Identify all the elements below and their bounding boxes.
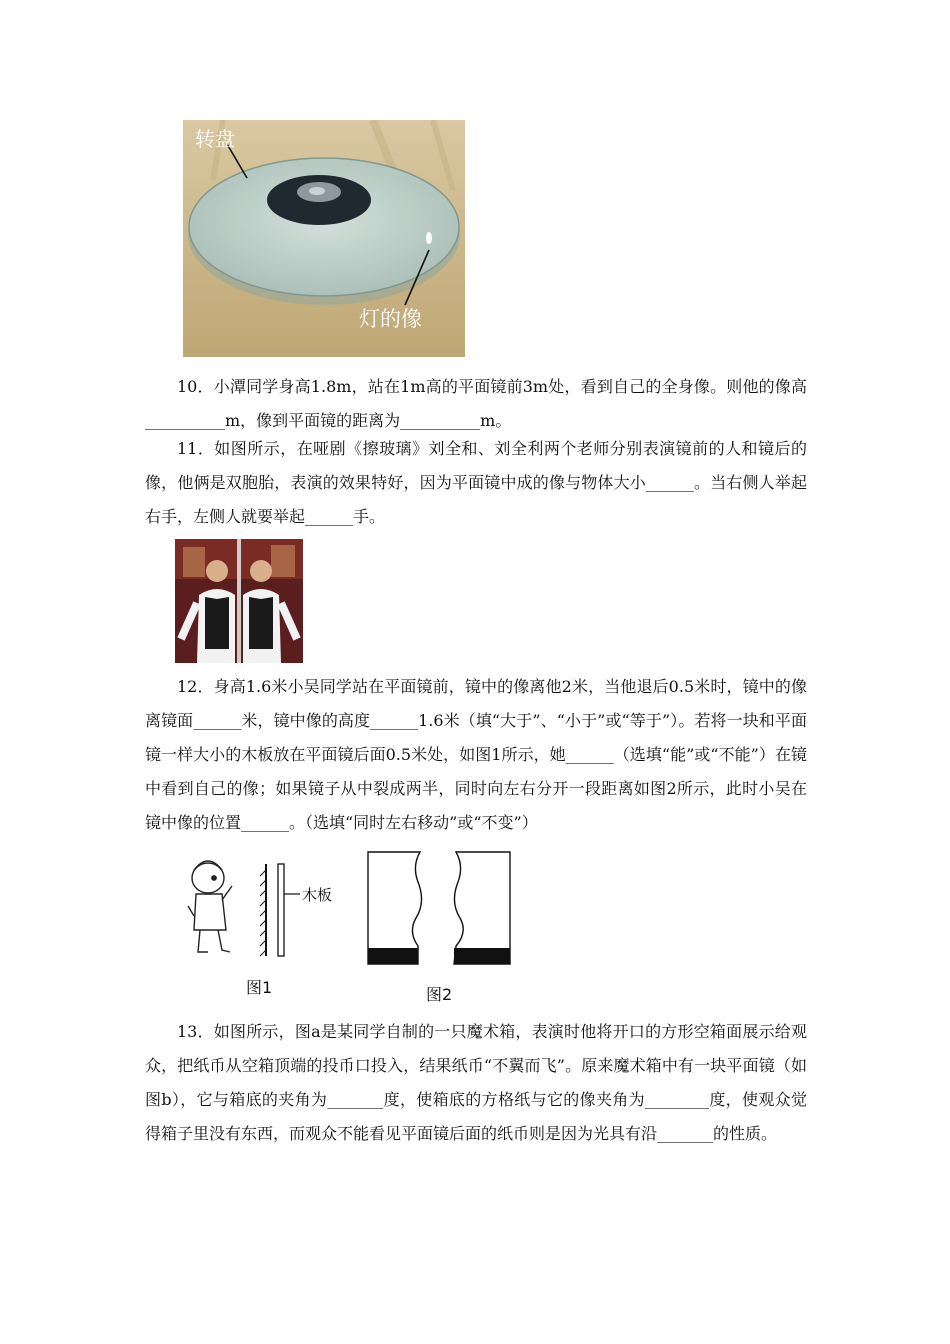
plane-mirror <box>260 864 266 956</box>
mime-photo <box>175 539 303 663</box>
left-person-head <box>206 560 228 582</box>
right-person-head <box>250 560 272 582</box>
caption-fig1: 图1 <box>246 978 273 997</box>
mime-illustration <box>175 539 303 663</box>
question-13: 13．如图所示，图a是某同学自制的一只魔术箱，表演时他将开口的方形空箱面展示给观众，把纸币从空箱顶端的投币口投入，结果纸币“不翼而飞”。原来魔术箱中有一块平面镜（如图b），它与箱底的夹角为_______度，使箱底的方格纸与它的像夹角为________度，使观众觉得箱子里没有东西，而观众不能看见平面镜后面的纸币则是因为光具有沿_______的性质。 <box>145 1022 807 1143</box>
turntable-photo <box>183 120 465 357</box>
glass-divider <box>237 539 241 663</box>
mirror-left-base <box>368 948 418 964</box>
wooden-board <box>278 864 284 956</box>
mirror-left-half <box>368 852 422 964</box>
label-turntable: 转盘 <box>195 127 235 151</box>
mirror-right-base <box>454 948 510 964</box>
question-12: 12．身高1.6米小吴同学站在平面镜前，镜中的像离他2米，当他退后0.5米时，镜中的像离镜面______米，镜中像的高度______1.6米（填“大于”、“小于”或“等于”）。若将一块和平面镜一样大小的木板放在平面镜后面0.5米处，如图1所示，她______（选填“能”或“不能”）在镜中看到自己的像；如果镜子从中裂成两半，同时向左右分开一段距离如图2所示，此时小吴在镜中像的位置______。（选填“同时左右移动”或“不变”） <box>145 677 807 832</box>
label-lamp-image: 灯的像 <box>359 307 422 331</box>
caption-fig2: 图2 <box>426 985 453 1004</box>
mirror-right-half <box>454 852 510 964</box>
label-board: 木板 <box>302 886 333 904</box>
mirror-figures <box>180 846 520 1006</box>
girl-figure <box>188 861 232 952</box>
lamp-reflection <box>426 232 432 244</box>
turntable-illustration <box>183 120 465 357</box>
mirror-figures-drawing <box>180 846 520 1006</box>
question-11: 11．如图所示，在哑剧《擦玻璃》刘全和、刘全利两个老师分别表演镜前的人和镜后的像，他俩是双胞胎，表演的效果特好，因为平面镜中成的像与物体大小______。当右侧人举起右手，左侧人就要举起______手。 <box>145 439 807 526</box>
question-10: 10．小潭同学身高1.8m，站在1m高的平面镜前3m处，看到自己的全身像。则他的像高__________m，像到平面镜的距离为__________m。 <box>145 377 807 430</box>
